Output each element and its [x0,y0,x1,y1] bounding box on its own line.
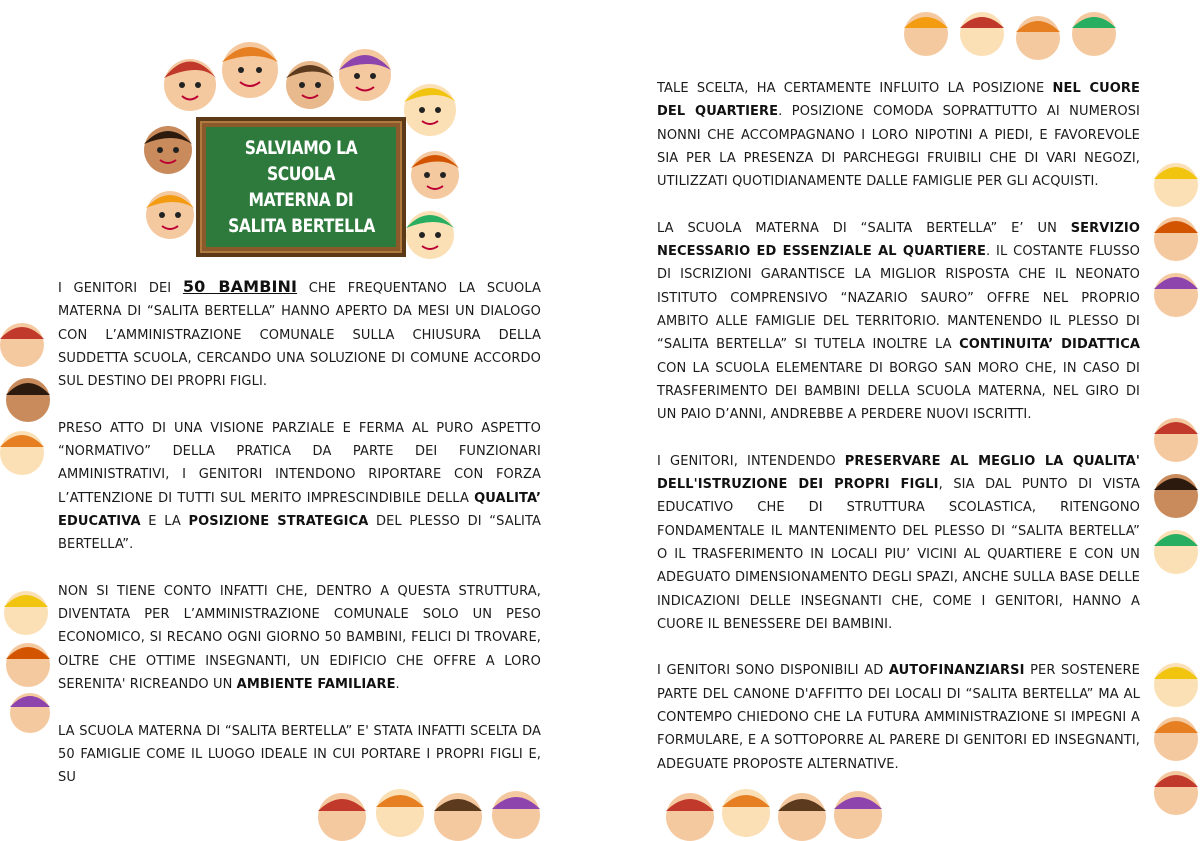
text-run: DEL PLESSO DI “SALITA BERTELLA”. [58,513,542,553]
highlight-text: NEL CUORE DEL QUARTIERE [657,81,1140,120]
text-run: I GENITORI SONO DISPONIBILI AD [657,663,889,679]
left-page [0,0,600,841]
text-run: . POSIZIONE COMODA SOPRATTUTTO AI NUMEROSI NONNI CHE ACCOMPAGNANO I LORO NIPOTINI A PIEDI, E FAVOREVOLE SIA PER LA PRESENZA DI PARCHEGGI FRUIBILI CHE DI VARI NEGOZI, UTILIZZATI QUOTIDIANAMENTE DALLE FAMIGLIE PER GLI ACQUISTI. [657,104,1140,190]
kids-illustration-icon [0,315,58,475]
paragraph [657,77,1140,193]
kids-illustration-icon [898,12,1120,68]
paragraph [657,217,1140,427]
board-title-line-1: SALVIAMO LA SCUOLA [244,137,358,185]
kids-border-right-1 [1142,155,1201,325]
paragraph [58,720,541,790]
text-run: CON LA SCUOLA ELEMENTARE DI BORGO SAN MORO CHE, IN CASO DI TRASFERIMENTO DEI BAMBINI DELLA SCUOLA MATERNA, NEL GIRO DI UN PAIO D’ANNI, ANDREBBE A PERDERE NUOVI ISCRITTI. [657,360,1140,423]
paragraph [58,580,541,696]
text-run: LA SCUOLA MATERNA DI “SALITA BERTELLA” E' STATA INFATTI SCELTA DA 50 FAMIGLIE COME IL LUOGO IDEALE IN CUI PORTARE I PROPRI FIGLI E, SU [58,723,541,786]
kids-border-left-lower [0,585,62,735]
board-title-line-3: SALITA BERTELLA [227,215,375,237]
text-run: LA SCUOLA MATERNA DI “SALITA BERTELLA” E’ UN [657,220,1071,236]
text-run: TALE SCELTA, HA CERTAMENTE INFLUITO LA POSIZIONE [657,81,1053,96]
kids-illustration-icon [0,585,62,735]
highlight-text: POSIZIONE STRATEGICA [188,513,369,529]
chalkboard-surface [206,127,396,247]
text-run: CHE FREQUENTANO LA SCUOLA MATERNA DI “SALITA BERTELLA” HANNO APERTO DA MESI UN DIALOGO CON L’AMMINISTRAZIONE COMUNALE SULLA CHIUSURA DELLA SUDDETTA SCUOLA, CERCANDO UNA SOLUZIONE DI COMUNE ACCORDO SUL DESTINO DEI PROPRI FIGLI. [58,281,541,390]
kids-border-left-upper [0,315,58,475]
text-run: , SIA DAL PUNTO DI VISTA EDUCATIVO CHE DI STRUTTURA SCOLASTICA, RITENGONO FONDAMENTALE IL MANTENIMENTO DEL PLESSO DI “SALITA BERTELLA” O IL TRASFERIMENTO IN LOCALI PIU’ VICINI AL QUARTIERE E CON UN ADEGUATO DIMENSIONAMENTO DEGLI SPAZI, ANCHE SULLA BASE DELLE INDICAZIONI DELLE INSEGNANTI CHE, COME I GENITORI, HANNO A CUORE IL BENESSERE DEI BAMBINI. [657,477,1140,632]
board-title-line-2: MATERNA DI [248,189,354,211]
text-run: I GENITORI DEI [58,281,183,296]
text-run: . [395,677,400,693]
paragraph [58,417,541,557]
right-column-text [657,77,1140,799]
text-run: . IL COSTANTE FLUSSO DI ISCRIZIONI GARANTISCE LA MIGLIOR RISPOSTA CHE IL NEONATO ISTITUTO COMPRENSIVO “NAZARIO SAURO” OFFRE NEL PROPRIO AMBITO ALLE FAMIGLIE DEL TERRITORIO. MANTENENDO IL PLESSO DI “SALITA BERTELLA” SI TUTELA INOLTRE LA [657,244,1141,353]
paragraph [657,659,1140,775]
highlight-text: QUALITA’ EDUCATIVA [58,490,541,529]
kids-border-right-3 [1142,655,1201,825]
paragraph [58,275,541,393]
kids-border-top-right [898,12,1120,68]
kids-border-right-2 [1142,410,1201,580]
kids-illustration-icon [1142,155,1201,325]
highlight-text: CONTINUITA’ DIDATTICA [959,337,1140,353]
highlight-text: PRESERVARE AL MEGLIO LA QUALITA' DELL'ISTRUZIONE DEI PROPRI FIGLI [657,453,1140,493]
highlight-text: SERVIZIO NECESSARIO ED ESSENZIALE AL QUARTIERE [657,220,1140,260]
highlight-text: AMBIENTE FAMILIARE [236,677,396,693]
text-run: NON SI TIENE CONTO INFATTI CHE, DENTRO A QUESTA STRUTTURA, DIVENTATA PER L’AMMINISTRAZIONE COMUNALE SOLO UN PESO ECONOMICO, SI RECANO OGNI GIORNO 50 BAMBINI, FELICI DI TROVARE, OLTRE CHE OTTIME INSEGNANTI, UN EDIFICIO CHE OFFRE A LORO SERENITA' RICREANDO UN [58,583,541,693]
left-column-text [58,275,541,813]
text-run: I GENITORI, INTENDENDO [657,453,845,469]
chalkboard-title [196,117,406,257]
kids-illustration-icon [1142,410,1201,580]
highlight-50-bambini: 50 BAMBINI [182,277,298,296]
text-run: E LA [140,513,189,529]
highlight-text: AUTOFINANZIARSI [888,663,1025,679]
paragraph [657,450,1140,636]
kids-illustration-icon [1142,655,1201,825]
text-run: PRESO ATTO DI UNA VISIONE PARZIALE E FERMA AL PURO ASPETTO “NORMATIVO” DELLA PRATICA DA PARTE DEI FUNZIONARI AMMINISTRATIVI, I GENITORI INTENDONO RIPORTARE CON FORZA L’ATTENZIONE DI TUTTI SUL MERITO IMPRESCINDIBILE DELLA [58,420,541,506]
text-run: PER SOSTENERE PARTE DEL CANONE D'AFFITTO DEI LOCALI DI “SALITA BERTELLA” MA AL CONTEMPO CHIEDONO CHE LA FUTURA AMMINISTRAZIONE SI IMPEGNI A FORMULARE, E A SOTTOPORRE AL PARERE DI GENITORI ED INSEGNANTI, ADEGUATE PROPOSTE ALTERNATIVE. [657,663,1140,772]
